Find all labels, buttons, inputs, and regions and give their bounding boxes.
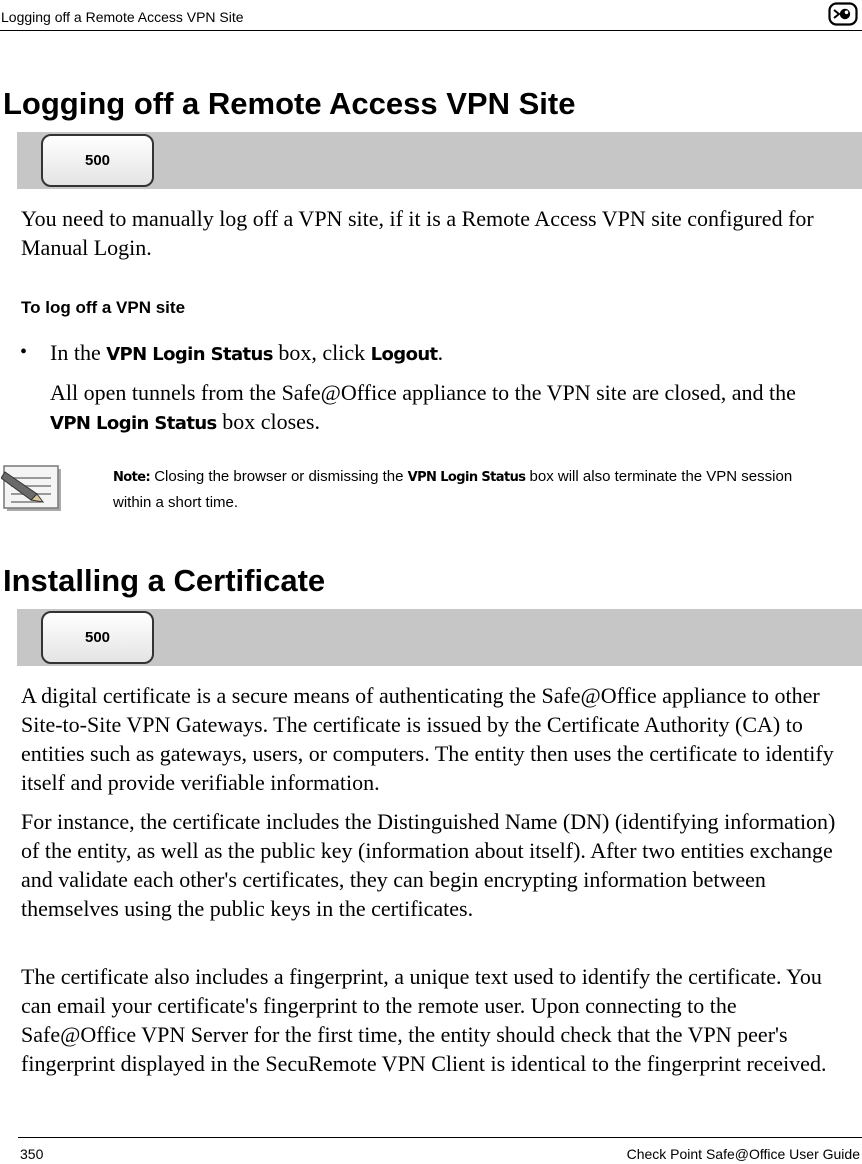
intro-paragraph: You need to manually log off a VPN site, if it is a Remote Access VPN site configured for Manual Login. xyxy=(21,206,814,260)
model-badge: 500 xyxy=(41,611,154,664)
ui-ref-vpn-login-status: VPN Login Status xyxy=(106,344,273,365)
header-title: Logging off a Remote Access VPN Site xyxy=(1,9,244,25)
bullet-icon: • xyxy=(20,341,28,363)
ui-ref-vpn-login-status: VPN Login Status xyxy=(407,470,526,485)
check-point-logo-icon xyxy=(828,2,858,26)
note-text: Note: Closing the browser or dismissing the VPN Login Status box will also terminate the VPN session within a short time. xyxy=(113,468,793,511)
procedure-result: All open tunnels from the Safe@Office appliance to the VPN site are closed, and the VPN Login Status box closes. xyxy=(50,380,796,434)
page-number: 350 xyxy=(20,1146,44,1162)
note-pencil-icon xyxy=(1,460,69,514)
note-label: Note: xyxy=(113,470,151,485)
model-applicability-bar xyxy=(17,132,862,189)
page-footer xyxy=(18,1137,862,1164)
ui-ref-logout: Logout xyxy=(370,344,438,365)
page-header xyxy=(0,0,862,31)
certificate-paragraph-3: The certificate also includes a fingerprint, a unique text used to identify the certificate. You can email your certificate's fingerprint to the remote user. Upon connecting to the Safe@Office VPN Server for the first time, the entity should check that the VPN peer's fingerprint displayed in the SecuRemote VPN Client is identical to the fingerprint received. xyxy=(21,964,827,1076)
procedure-step: In the VPN Login Status box, click Logout. xyxy=(50,340,444,365)
model-badge: 500 xyxy=(41,134,154,187)
section-title-installing-certificate: Installing a Certificate xyxy=(3,563,326,598)
model-applicability-bar xyxy=(17,609,862,666)
ui-ref-vpn-login-status: VPN Login Status xyxy=(50,413,217,434)
certificate-paragraph-1: A digital certificate is a secure means of authenticating the Safe@Office appliance to other Site-to-Site VPN Gateways. The certificate is issued by the Certificate Authority (CA) to entities such as gateways, users, or computers. The entity then uses the certificate to identify itself and provide verifiable information. xyxy=(21,683,834,795)
section-title-logging-off: Logging off a Remote Access VPN Site xyxy=(3,86,576,121)
procedure-heading: To log off a VPN site xyxy=(21,298,186,317)
certificate-paragraph-2: For instance, the certificate includes the Distinguished Name (DN) (identifying information) of the entity, as well as the public key (information about itself). After two entities exchange and validate each other's certificates, they can begin encrypting information between themselves using the public keys in the certificates. xyxy=(21,809,836,921)
book-title: Check Point Safe@Office User Guide xyxy=(626,1146,860,1162)
